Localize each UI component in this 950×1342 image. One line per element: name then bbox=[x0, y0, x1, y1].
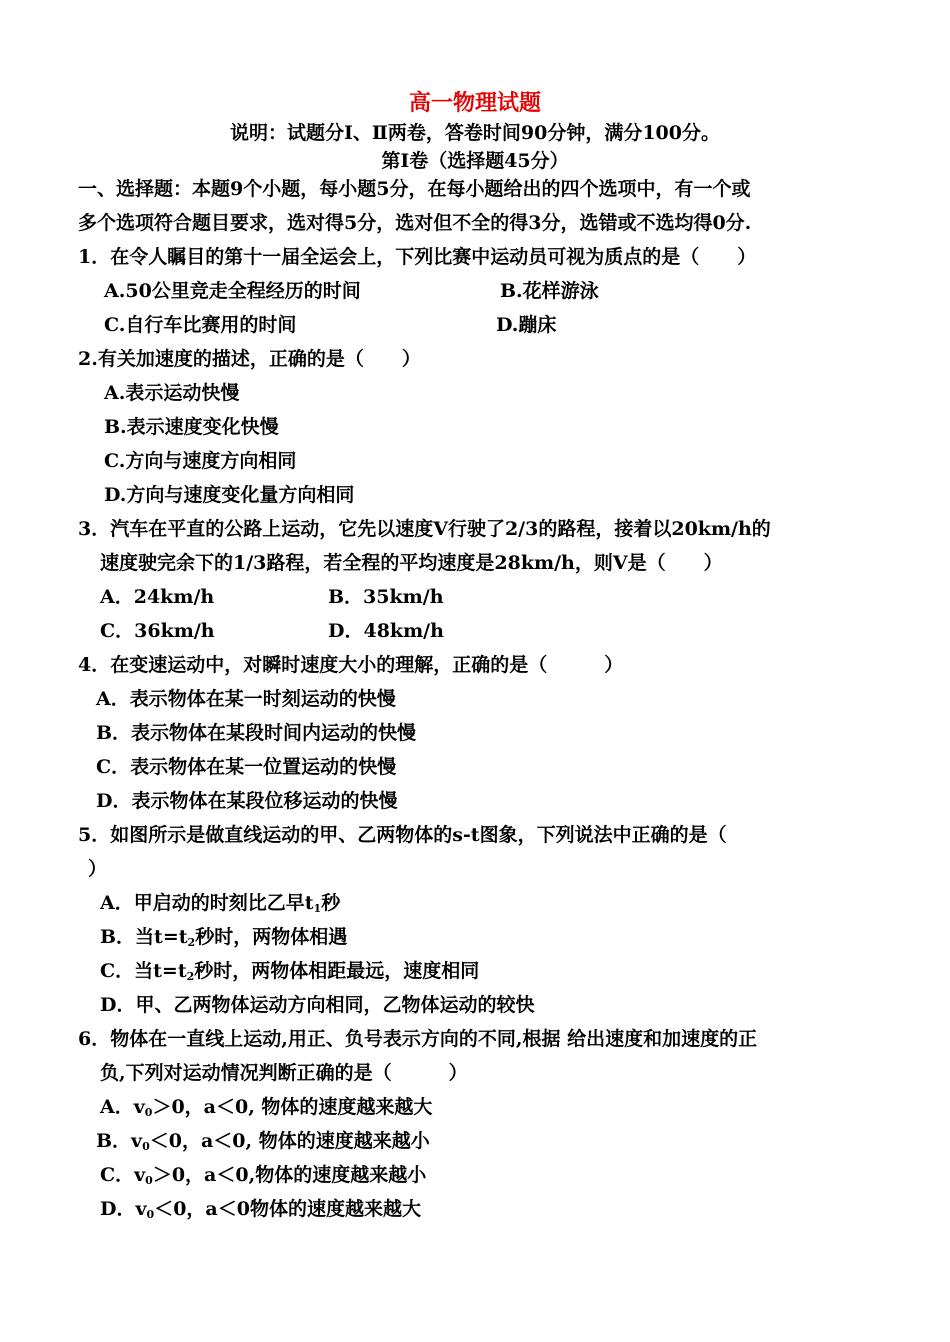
part-header-line-1: 一、选择题：本题9个小题，每小题5分，在每小题给出的四个选项中，有一个或 bbox=[78, 178, 751, 200]
question-5-stem-line-1: 5．如图所示是做直线运动的甲、乙两物体的s-t图象，下列说法中正确的是（ bbox=[78, 824, 727, 846]
question-4-option-c: C．表示物体在某一位置运动的快慢 bbox=[96, 756, 397, 778]
question-5-option-c: C．当$t=t_2$秒时，两物体相距最远，速度相同 bbox=[100, 960, 480, 983]
question-1-option-d: D.蹦床 bbox=[496, 314, 557, 336]
question-5-option-a: A．甲启动的时刻比乙早$t_1$秒 bbox=[100, 892, 341, 915]
question-3-option-b: B．35km/h bbox=[328, 586, 444, 608]
question-2-stem: 2.有关加速度的描述，正确的是（ ） bbox=[78, 348, 421, 370]
question-5-stem-line-2: ） bbox=[88, 858, 108, 880]
question-4-option-a: A．表示物体在某一时刻运动的快慢 bbox=[96, 688, 396, 710]
part-header-line-2: 多个选项符合题目要求，选对得5分，选对但不全的得3分，选错或不选均得0分. bbox=[78, 212, 752, 234]
question-6-option-d: D．$v_0<0$，a＜0物体的速度越来越大 bbox=[100, 1198, 421, 1221]
question-6-stem-line-1: 6．物体在一直线上运动,用正、负号表示方向的不同,根据 给出速度和加速度的正 bbox=[78, 1028, 758, 1050]
question-4-stem: 4．在变速运动中，对瞬时速度大小的理解，正确的是（ ） bbox=[78, 654, 624, 676]
question-1-option-a: A.50公里竞走全程经历的时间 bbox=[104, 280, 361, 302]
question-5-option-b: B．当$t=t_2$秒时，两物体相遇 bbox=[100, 926, 348, 949]
question-1-option-b: B.花样游泳 bbox=[500, 280, 599, 302]
question-3-stem-line-2: 速度驶完余下的1/3路程，若全程的平均速度是28km/h，则V是（ ） bbox=[100, 552, 723, 574]
question-6-option-c: C．$v_0>0$，a＜0,物体的速度越来越小 bbox=[100, 1164, 427, 1187]
question-2-option-d: D.方向与速度变化量方向相同 bbox=[104, 484, 355, 506]
question-4-option-b: B．表示物体在某段时间内运动的快慢 bbox=[96, 722, 417, 744]
question-2-option-b: B.表示速度变化快慢 bbox=[104, 416, 279, 438]
exam-instructions: 说明：试题分Ⅰ、Ⅱ两卷，答卷时间90分钟，满分100分。 bbox=[229, 122, 720, 144]
page-title: 高一物理试题 bbox=[408, 90, 541, 116]
question-3-option-d: D．48km/h bbox=[328, 620, 444, 642]
question-1-stem: 1．在令人瞩目的第十一届全运会上，下列比赛中运动员可视为质点的是（ ） bbox=[78, 246, 757, 268]
question-1-option-c: C.自行车比赛用的时间 bbox=[104, 314, 297, 336]
question-4-option-d: D．表示物体在某段位移运动的快慢 bbox=[96, 790, 398, 812]
question-3-option-c: C．36km/h bbox=[100, 620, 215, 642]
question-3-option-a: A．24km/h bbox=[100, 586, 215, 608]
question-5-option-d: D．甲、乙两物体运动方向相同，乙物体运动的较快 bbox=[100, 994, 535, 1016]
question-6-option-a: A．$v_0>0$，a＜0, 物体的速度越来越大 bbox=[100, 1096, 433, 1119]
question-2-option-a: A.表示运动快慢 bbox=[104, 382, 240, 404]
question-6-stem-line-2: 负,下列对运动情况判断正确的是（ ） bbox=[100, 1062, 468, 1084]
question-6-option-b: B．$v_0<0$，a＜0, 物体的速度越来越小 bbox=[96, 1130, 430, 1153]
question-2-option-c: C.方向与速度方向相同 bbox=[104, 450, 297, 472]
section-title: 第Ⅰ卷（选择题45分） bbox=[381, 150, 569, 172]
question-3-stem-line-1: 3．汽车在平直的公路上运动，它先以速度V行驶了2/3的路程，接着以20km/h的 bbox=[78, 518, 771, 540]
